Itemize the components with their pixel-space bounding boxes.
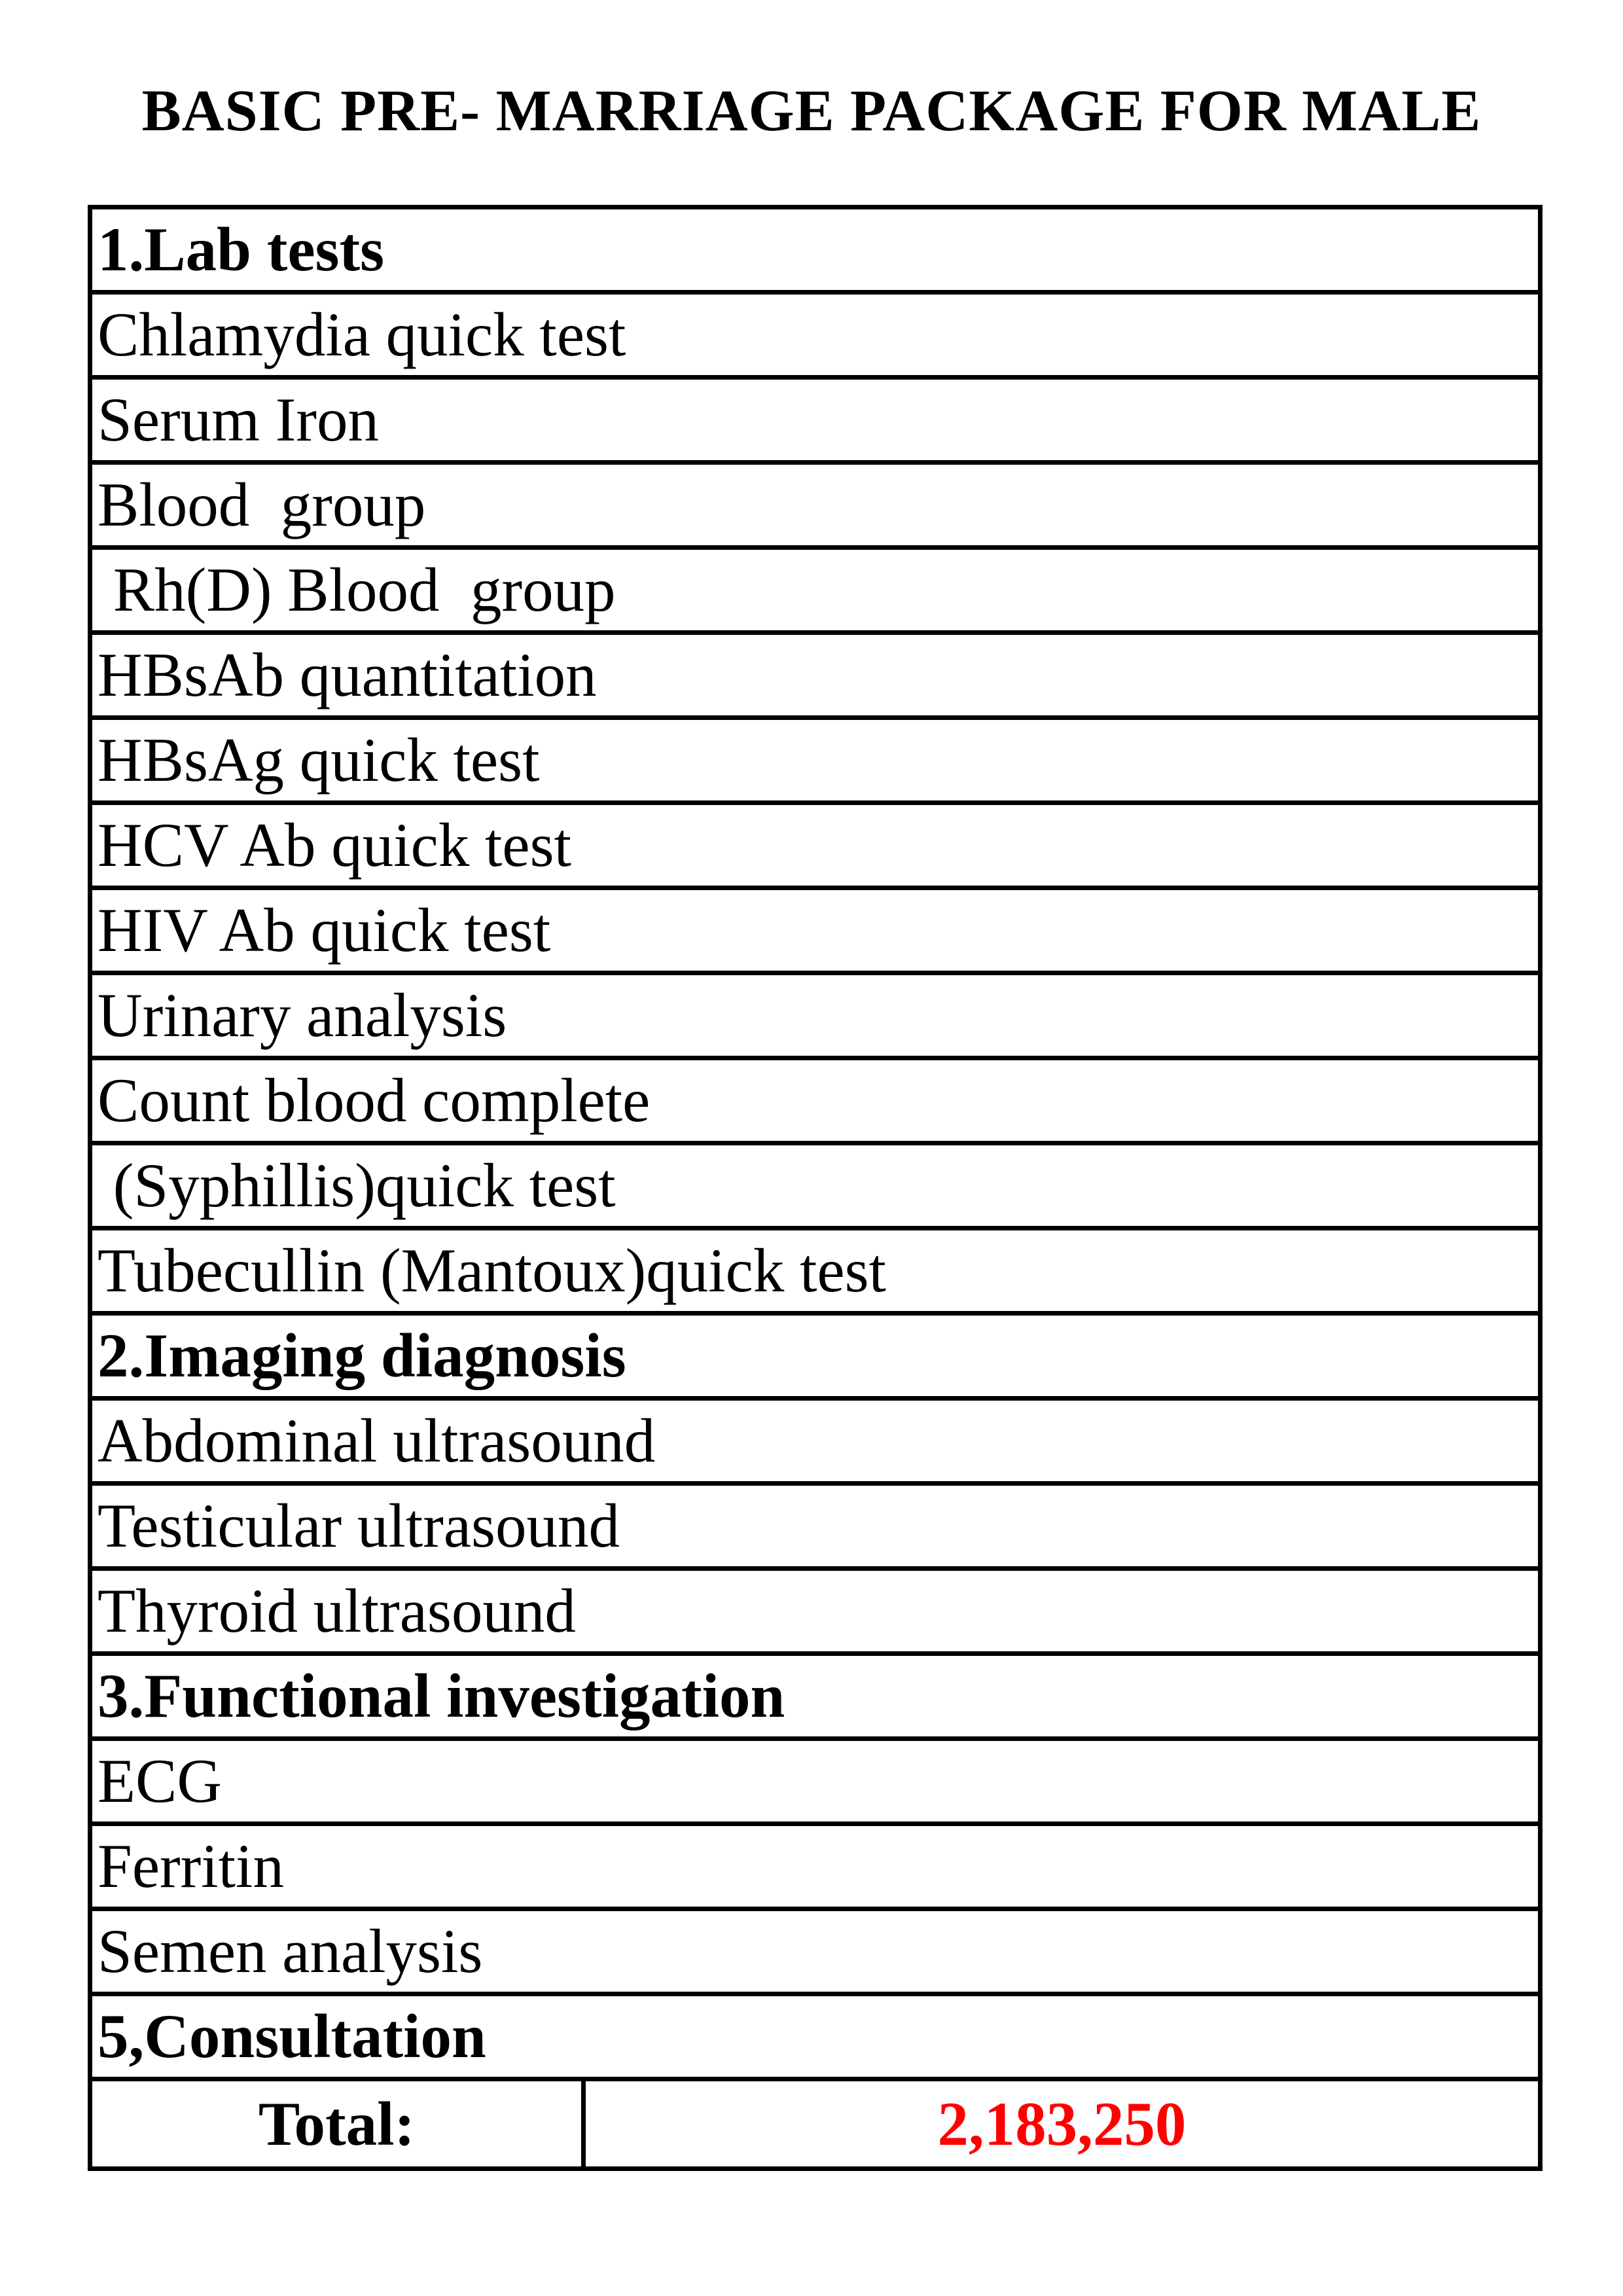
table-row <box>92 1826 1538 1911</box>
row-label: 3.Functional investigation <box>98 1661 785 1731</box>
row-label: 2.Imaging diagnosis <box>98 1321 626 1390</box>
table-row <box>92 635 1538 720</box>
table-row <box>92 1401 1538 1486</box>
table-row <box>92 1911 1538 1996</box>
total-value: 2,183,250 <box>937 2089 1186 2159</box>
table-row <box>92 380 1538 465</box>
row-label: Serum Iron <box>98 385 380 454</box>
row-label: 1.Lab tests <box>98 215 385 284</box>
table-row <box>92 1571 1538 1656</box>
table-row <box>92 1316 1538 1401</box>
table-row <box>92 1741 1538 1826</box>
row-label: Semen analysis <box>98 1916 483 1986</box>
table-row <box>92 1145 1538 1230</box>
row-label: HIV Ab quick test <box>98 895 551 965</box>
table-row <box>92 1230 1538 1316</box>
total-label-cell <box>92 2081 586 2166</box>
row-label: Abdominal ultrasound <box>98 1406 656 1475</box>
table-row <box>92 295 1538 380</box>
table-row <box>92 720 1538 805</box>
row-label: Blood group <box>98 470 426 539</box>
table-row <box>92 805 1538 890</box>
table-row <box>92 209 1538 295</box>
row-label: (Syphillis)quick test <box>98 1151 616 1220</box>
row-label: Rh(D) Blood group <box>98 555 616 624</box>
row-label: Testicular ultrasound <box>98 1491 620 1560</box>
row-label: Urinary analysis <box>98 980 507 1050</box>
row-label: 5,Consultation <box>98 2001 486 2071</box>
table-row <box>92 1060 1538 1145</box>
table-row <box>92 1656 1538 1741</box>
page-title: BASIC PRE- MARRIAGE PACKAGE FOR MALE <box>141 79 1482 143</box>
row-label: HCV Ab quick test <box>98 810 571 880</box>
row-label: ECG <box>98 1746 222 1816</box>
table-row <box>92 890 1538 975</box>
total-value-cell <box>586 2081 1538 2166</box>
row-label: Ferritin <box>98 1831 284 1901</box>
table-row <box>92 975 1538 1060</box>
row-label: Count blood complete <box>98 1066 651 1135</box>
row-label: HBsAb quantitation <box>98 640 597 709</box>
total-label: Total: <box>258 2089 416 2159</box>
table-row <box>92 1486 1538 1571</box>
row-label: Tubecullin (Mantoux)quick test <box>98 1236 886 1305</box>
total-row <box>92 2081 1538 2166</box>
row-label: Chlamydia quick test <box>98 300 626 369</box>
table-row <box>92 550 1538 635</box>
row-label: Thyroid ultrasound <box>98 1576 576 1645</box>
table-row <box>92 1996 1538 2081</box>
row-label: HBsAg quick test <box>98 725 540 795</box>
table-row <box>92 465 1538 550</box>
fees-table <box>88 205 1543 2171</box>
